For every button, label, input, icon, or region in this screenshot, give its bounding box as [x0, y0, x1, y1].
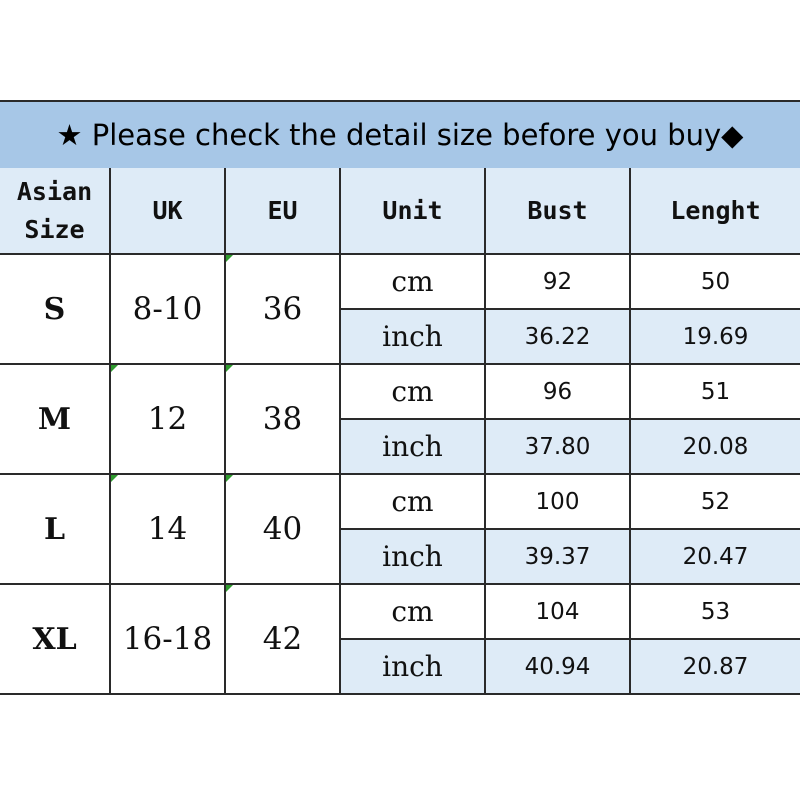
table-row — [0, 474, 800, 529]
table-row — [0, 254, 800, 309]
length-inch: 20.47 — [630, 529, 800, 584]
bust-inch: 40.94 — [485, 639, 630, 694]
length-cm: 53 — [630, 584, 800, 639]
unit-cm: cm — [340, 474, 485, 529]
diamond-icon: ◆ — [721, 118, 744, 152]
size-table — [0, 168, 800, 695]
bust-inch: 36.22 — [485, 309, 630, 364]
length-inch: 20.87 — [630, 639, 800, 694]
eu-size: 36 — [225, 254, 340, 364]
eu-size: 38 — [225, 364, 340, 474]
size-label: S — [0, 254, 110, 364]
corner-mark-icon — [111, 365, 118, 372]
size-label: XL — [0, 584, 110, 694]
star-icon: ★ — [56, 118, 83, 152]
uk-size: 12 — [110, 364, 225, 474]
bust-cm: 104 — [485, 584, 630, 639]
length-inch: 19.69 — [630, 309, 800, 364]
corner-mark-icon — [226, 585, 233, 592]
eu-size: 42 — [225, 584, 340, 694]
length-cm: 51 — [630, 364, 800, 419]
header-eu: EU — [225, 168, 340, 254]
uk-size: 16-18 — [110, 584, 225, 694]
length-cm: 52 — [630, 474, 800, 529]
length-inch: 20.08 — [630, 419, 800, 474]
header-bust: Bust — [485, 168, 630, 254]
corner-mark-icon — [226, 475, 233, 482]
table-header-row — [0, 168, 800, 254]
banner-text: Please check the detail size before you buy — [91, 118, 722, 152]
corner-mark-icon — [226, 255, 233, 262]
size-label: L — [0, 474, 110, 584]
unit-inch: inch — [340, 529, 485, 584]
unit-inch: inch — [340, 309, 485, 364]
unit-inch: inch — [340, 639, 485, 694]
header-length: Lenght — [630, 168, 800, 254]
header-asian-size: Asian Size — [0, 168, 110, 254]
table-row — [0, 364, 800, 419]
bust-inch: 39.37 — [485, 529, 630, 584]
size-notice-banner — [0, 100, 800, 170]
bust-cm: 96 — [485, 364, 630, 419]
uk-size: 14 — [110, 474, 225, 584]
unit-cm: cm — [340, 584, 485, 639]
header-unit: Unit — [340, 168, 485, 254]
eu-size: 40 — [225, 474, 340, 584]
unit-cm: cm — [340, 364, 485, 419]
size-label: M — [0, 364, 110, 474]
bust-inch: 37.80 — [485, 419, 630, 474]
corner-mark-icon — [111, 475, 118, 482]
unit-inch: inch — [340, 419, 485, 474]
table-row — [0, 584, 800, 639]
unit-cm: cm — [340, 254, 485, 309]
bust-cm: 100 — [485, 474, 630, 529]
uk-size: 8-10 — [110, 254, 225, 364]
header-uk: UK — [110, 168, 225, 254]
bust-cm: 92 — [485, 254, 630, 309]
corner-mark-icon — [226, 365, 233, 372]
length-cm: 50 — [630, 254, 800, 309]
